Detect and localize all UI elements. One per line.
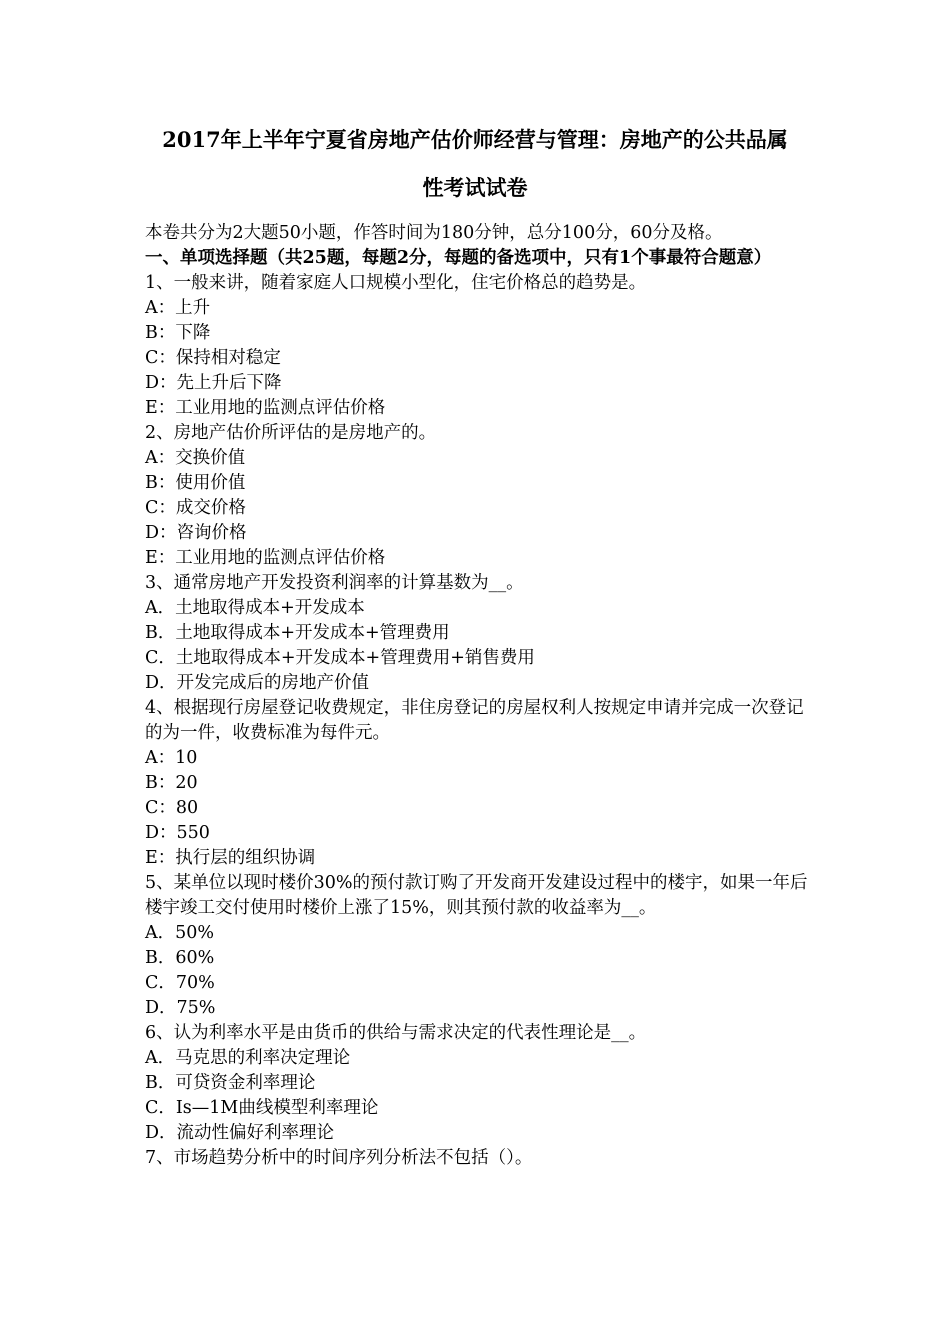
question-stem: 1、一般来讲，随着家庭人口规模小型化，住宅价格总的趋势是。 xyxy=(145,273,647,293)
answer-option: E：工业用地的监测点评估价格 xyxy=(145,398,386,418)
document-title-line-2: 性考试试卷 xyxy=(422,175,528,200)
question-block xyxy=(145,696,810,871)
answer-option: A：10 xyxy=(145,748,198,768)
question-stem: 7、市场趋势分析中的时间序列分析法不包括（）。 xyxy=(145,1148,533,1168)
exam-intro: 本卷共分为2大题50小题，作答时间为180分钟，总分100分，60分及格。 xyxy=(145,223,723,243)
answer-option: B：下降 xyxy=(145,323,211,343)
question-block xyxy=(145,571,810,696)
document-title-line-1: 2017年上半年宁夏省房地产估价师经营与管理：房地产的公共品属 xyxy=(162,127,788,152)
question-block xyxy=(145,871,810,1021)
document-body xyxy=(145,221,810,1171)
answer-option: D．开发完成后的房地产价值 xyxy=(145,673,370,693)
answer-option: E：工业用地的监测点评估价格 xyxy=(145,548,386,568)
answer-option: D：先上升后下降 xyxy=(145,373,282,393)
question-stem: 2、房地产估价所评估的是房地产的。 xyxy=(145,423,437,443)
answer-option: C．70% xyxy=(145,973,215,993)
answer-option: A．马克思的利率决定理论 xyxy=(145,1048,351,1068)
answer-option: A：上升 xyxy=(145,298,211,318)
answer-option: C：80 xyxy=(145,798,199,818)
question-block xyxy=(145,1146,810,1171)
answer-option: D：咨询价格 xyxy=(145,523,247,543)
answer-option: C：保持相对稳定 xyxy=(145,348,281,368)
answer-option: D：550 xyxy=(145,823,210,843)
answer-option: D．75% xyxy=(145,998,216,1018)
answer-option: D．流动性偏好利率理论 xyxy=(145,1123,335,1143)
answer-option: A：交换价值 xyxy=(145,448,246,468)
answer-option: B：20 xyxy=(145,773,198,793)
answer-option: A．50% xyxy=(145,923,215,943)
answer-option: B．土地取得成本+开发成本+管理费用 xyxy=(145,623,450,643)
answer-option: B．可贷资金利率理论 xyxy=(145,1073,316,1093)
answer-option: E：执行层的组织协调 xyxy=(145,848,316,868)
answer-option: A．土地取得成本+开发成本 xyxy=(145,598,365,618)
question-block xyxy=(145,271,810,421)
answer-option: B．60% xyxy=(145,948,215,968)
question-stem: 3、通常房地产开发投资利润率的计算基数为__。 xyxy=(145,573,524,593)
question-block xyxy=(145,1021,810,1146)
question-stem: 6、认为利率水平是由货币的供给与需求决定的代表性理论是__。 xyxy=(145,1023,647,1043)
answer-option: C：成交价格 xyxy=(145,498,246,518)
answer-option: B：使用价值 xyxy=(145,473,246,493)
answer-option: C．Is—1M曲线模型利率理论 xyxy=(145,1098,379,1118)
section-heading: 一、单项选择题（共25题，每题2分，每题的备选项中，只有1个事最符合题意） xyxy=(145,248,772,268)
question-block xyxy=(145,421,810,571)
question-stem: 4、根据现行房屋登记收费规定，非住房登记的房屋权利人按规定申请并完成一次登记的为一件，收费标准为每件元。 xyxy=(145,698,804,743)
answer-option: C．土地取得成本+开发成本+管理费用+销售费用 xyxy=(145,648,535,668)
question-stem: 5、某单位以现时楼价30%的预付款订购了开发商开发建设过程中的楼宇，如果一年后楼宇竣工交付使用时楼价上涨了15%，则其预付款的收益率为__。 xyxy=(145,873,808,918)
